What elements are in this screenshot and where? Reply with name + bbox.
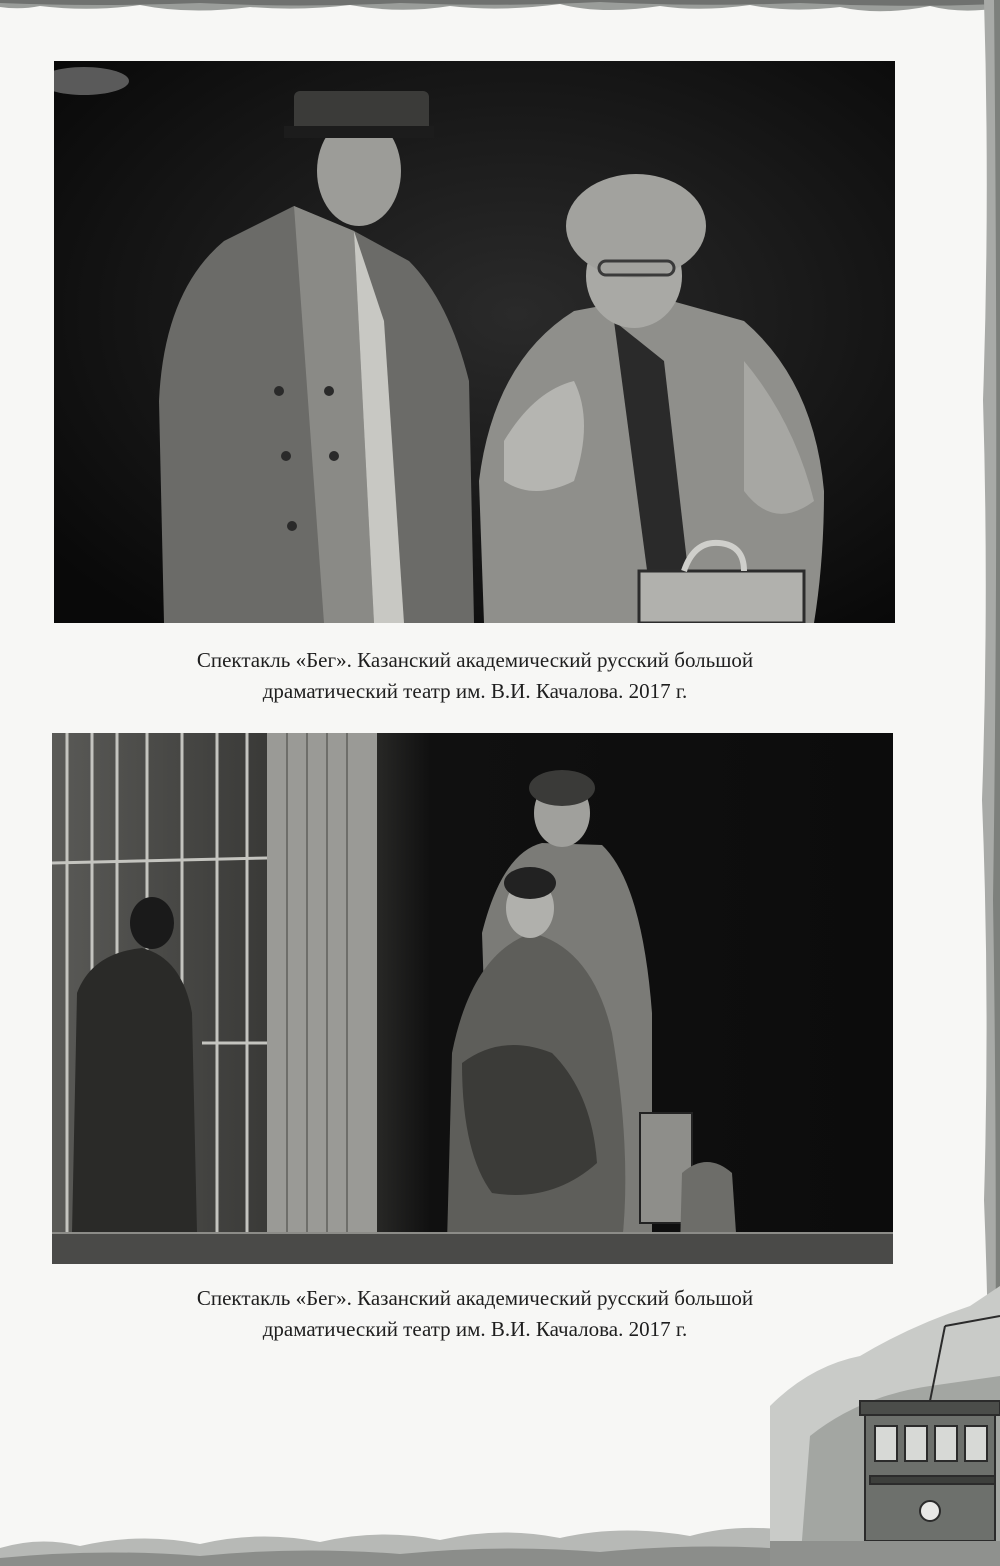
caption-line: драматический театр им. В.И. Качалова. 2017 г. — [262, 1317, 688, 1341]
caption-line: Спектакль «Бег». Казанский академический русский большой — [196, 1286, 754, 1310]
caption-line: драматический театр им. В.И. Качалова. 2017 г. — [262, 679, 688, 703]
photo-couple-on-stage — [52, 733, 893, 1264]
photo-officer-and-man-in-fur-coat — [54, 61, 895, 623]
grunge-top-border — [0, 0, 1000, 22]
stage-pillar — [267, 733, 377, 1233]
briefcase — [639, 571, 804, 623]
photo-1-caption — [60, 645, 890, 707]
stage-photo-2 — [52, 733, 893, 1264]
figure-behind-gate — [72, 948, 197, 1233]
stage-photo-1 — [54, 61, 895, 623]
bowler-hat — [529, 770, 595, 806]
photo-2-caption — [60, 1283, 890, 1345]
caption-line: Спектакль «Бег». Казанский академический русский большой — [196, 648, 754, 672]
